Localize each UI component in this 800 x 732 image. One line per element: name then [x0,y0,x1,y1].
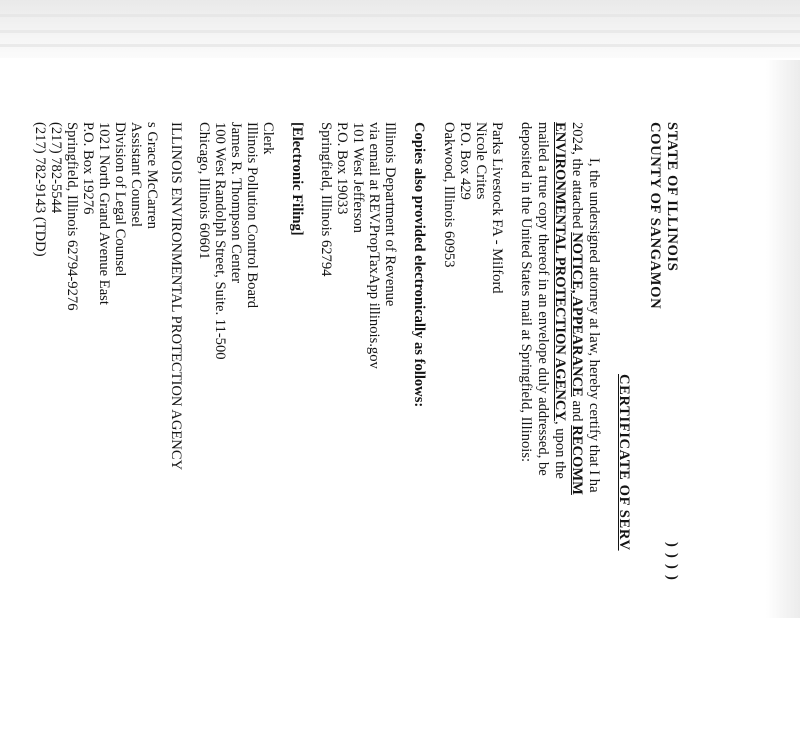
revenue-line: via email at REV.PropTaxApp illinois.gov [366,122,382,369]
state-heading: STATE OF ILLINOIS [664,122,680,272]
caption-bracket: ) [664,542,680,547]
body-line: I, the undersigned attorney at law, hereby certify that I ha [586,158,602,493]
signature-line: (217) 782-5544 [48,122,64,214]
board-line: Clerk [260,122,276,155]
scan-line [0,30,800,33]
copies-heading: Copies also provided electronically as follows: [411,122,427,408]
caption-bracket: ) [664,564,680,569]
body-line: ENVIRONMENTAL PROTECTION AGENCY, upon the [552,122,568,479]
agency-name: ILLINOIS ENVIRONMENTAL PROTECTION AGENCY [168,122,184,471]
scan-line [0,44,800,47]
caption-bracket: ) [664,575,680,580]
recipient-line: Oakwood, Illinois 60953 [441,122,457,268]
revenue-line: 101 West Jefferson [350,122,366,233]
revenue-line: Illinois Department of Revenue [382,122,398,307]
revenue-line: Springfield, Illinois 62794 [318,122,334,277]
signature-line: Springfield, Illinois 62794-9276 [64,122,80,311]
body-line: deposited in the United States mail at Springfield, Illinois: [518,122,534,463]
body-line: 2024, the attached NOTICE, APPEARANCE and RECOMM [569,122,585,495]
recipient-line: Nicole Crites [473,122,489,200]
document-page [32,122,680,732]
signature-line: P.O. Box 19276 [80,122,96,215]
signature-line: s Grace McCarren [144,122,160,229]
board-line: James R. Thompson Center [228,122,244,284]
body-line: mailed a true copy thereof in an envelope duly addressed, be [535,122,551,476]
recipient-line: P.O. Box 429 [457,122,473,200]
scan-shadow-top [0,0,800,58]
signature-line: Assistant Counsel [128,122,144,227]
scan-line [0,14,800,17]
scan-shadow-right [766,60,800,618]
board-line: Illinois Pollution Control Board [244,122,260,309]
certificate-title: CERTIFICATE OF SERV [616,374,632,551]
signature-line: Division of Legal Counsel [112,122,128,277]
signature-line: 1021 North Grand Avenue East [96,122,112,305]
caption-bracket: ) [664,553,680,558]
recipient-line: Parks Livestock FA - Milford [489,122,505,294]
revenue-line: P.O. Box 19033 [334,122,350,215]
county-heading: COUNTY OF SANGAMON [647,122,663,310]
efiling-label: [Electronic Filing] [289,122,305,236]
signature-line: (217) 782-9143 (TDD) [32,122,48,257]
board-line: Chicago, Illinois 60601 [196,122,212,260]
board-line: 100 West Randolph Street, Suite. 11-500 [212,122,228,360]
